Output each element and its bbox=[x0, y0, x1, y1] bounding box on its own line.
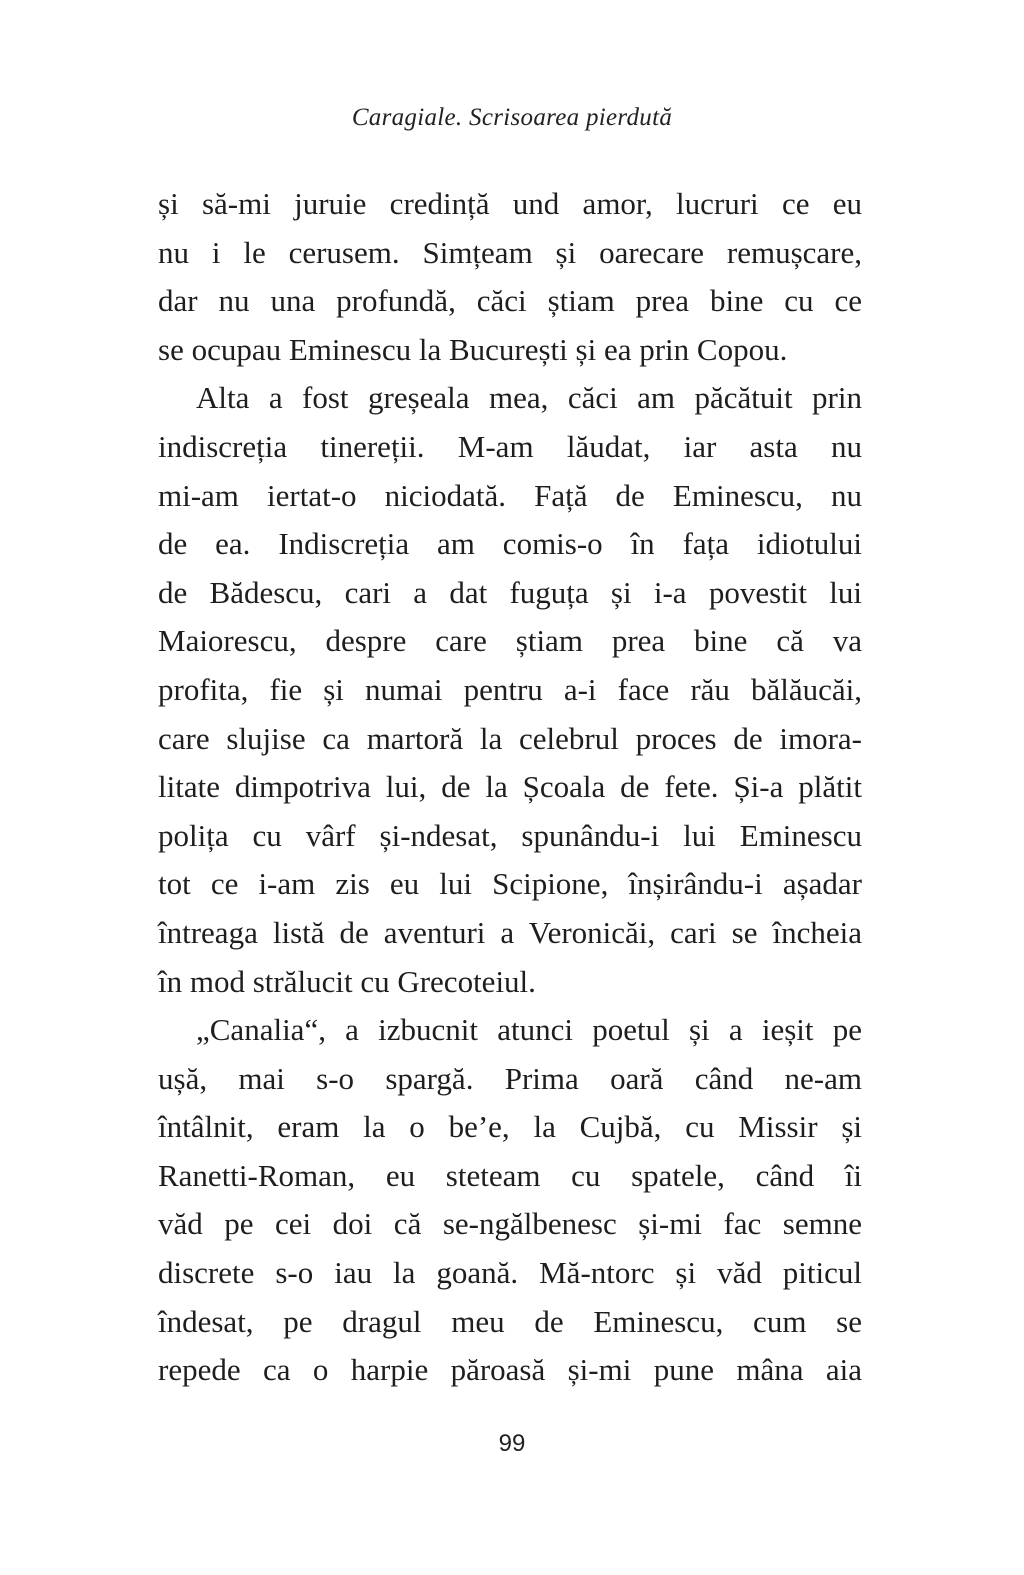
text-line: îndesat, pe dragul meu de Eminescu, cum se bbox=[158, 1303, 862, 1339]
text-line: discrete s-o iau la goană. Mă-ntorc și văd piticul bbox=[158, 1255, 862, 1291]
text-line: Alta a fost greșeala mea, căci am păcătuit prin bbox=[196, 380, 862, 416]
text-line: polița cu vârf și-ndesat, spunându-i lui Eminescu bbox=[158, 817, 862, 853]
text-line: „Canalia“, a izbucnit atunci poetul și a ieșit pe bbox=[196, 1012, 862, 1048]
page-number: 99 bbox=[498, 1430, 526, 1457]
text-line: de Bădescu, cari a dat fuguța și i-a povestit lui bbox=[158, 574, 862, 610]
text-line: întâlnit, eram la o be’e, la Cujbă, cu Missir și bbox=[158, 1109, 862, 1145]
text-line: de ea. Indiscreția am comis-o în fața idiotului bbox=[158, 526, 862, 562]
text-line: întreaga listă de aventuri a Veronicăi, cari se încheia bbox=[158, 914, 862, 950]
text-line: repede ca o harpie păroasă și-mi pune mâna aia bbox=[158, 1352, 862, 1388]
text-line: ușă, mai s-o spargă. Prima oară când ne-am bbox=[158, 1060, 862, 1096]
text-line: tot ce i-am zis eu lui Scipione, înșirându-i așadar bbox=[158, 866, 862, 902]
text-line: nu i le cerusem. Simțeam și oarecare remușcare, bbox=[158, 234, 862, 270]
text-line: în mod strălucit cu Grecoteiul. bbox=[158, 963, 536, 999]
text-line: dar nu una profundă, căci știam prea bine cu ce bbox=[158, 283, 862, 319]
text-line: indiscreția tinereții. M-am lăudat, iar asta nu bbox=[158, 428, 862, 464]
text-line: se ocupau Eminescu la București și ea prin Copou. bbox=[158, 331, 788, 367]
text-line: litate dimpotriva lui, de la Școala de fete. Și-a plătit bbox=[158, 769, 862, 805]
body-text bbox=[158, 180, 862, 1395]
text-line: mi-am iertat-o niciodată. Față de Eminescu, nu bbox=[158, 477, 862, 513]
text-line: și să-mi juruie credință und amor, lucruri ce eu bbox=[158, 186, 862, 221]
text-line: Ranetti-Roman, eu steteam cu spatele, când îi bbox=[158, 1157, 862, 1193]
text-line: văd pe cei doi că se-ngălbenesc și-mi fac semne bbox=[158, 1206, 862, 1242]
text-line: care slujise ca martoră la celebrul proces de imora- bbox=[158, 720, 862, 756]
running-head-title: Caragiale. Scrisoarea pierdută bbox=[351, 104, 673, 131]
text-line: profita, fie și numai pentru a-i face rău bălăucăi, bbox=[158, 671, 862, 707]
text-line: Maiorescu, despre care știam prea bine că va bbox=[158, 623, 862, 659]
